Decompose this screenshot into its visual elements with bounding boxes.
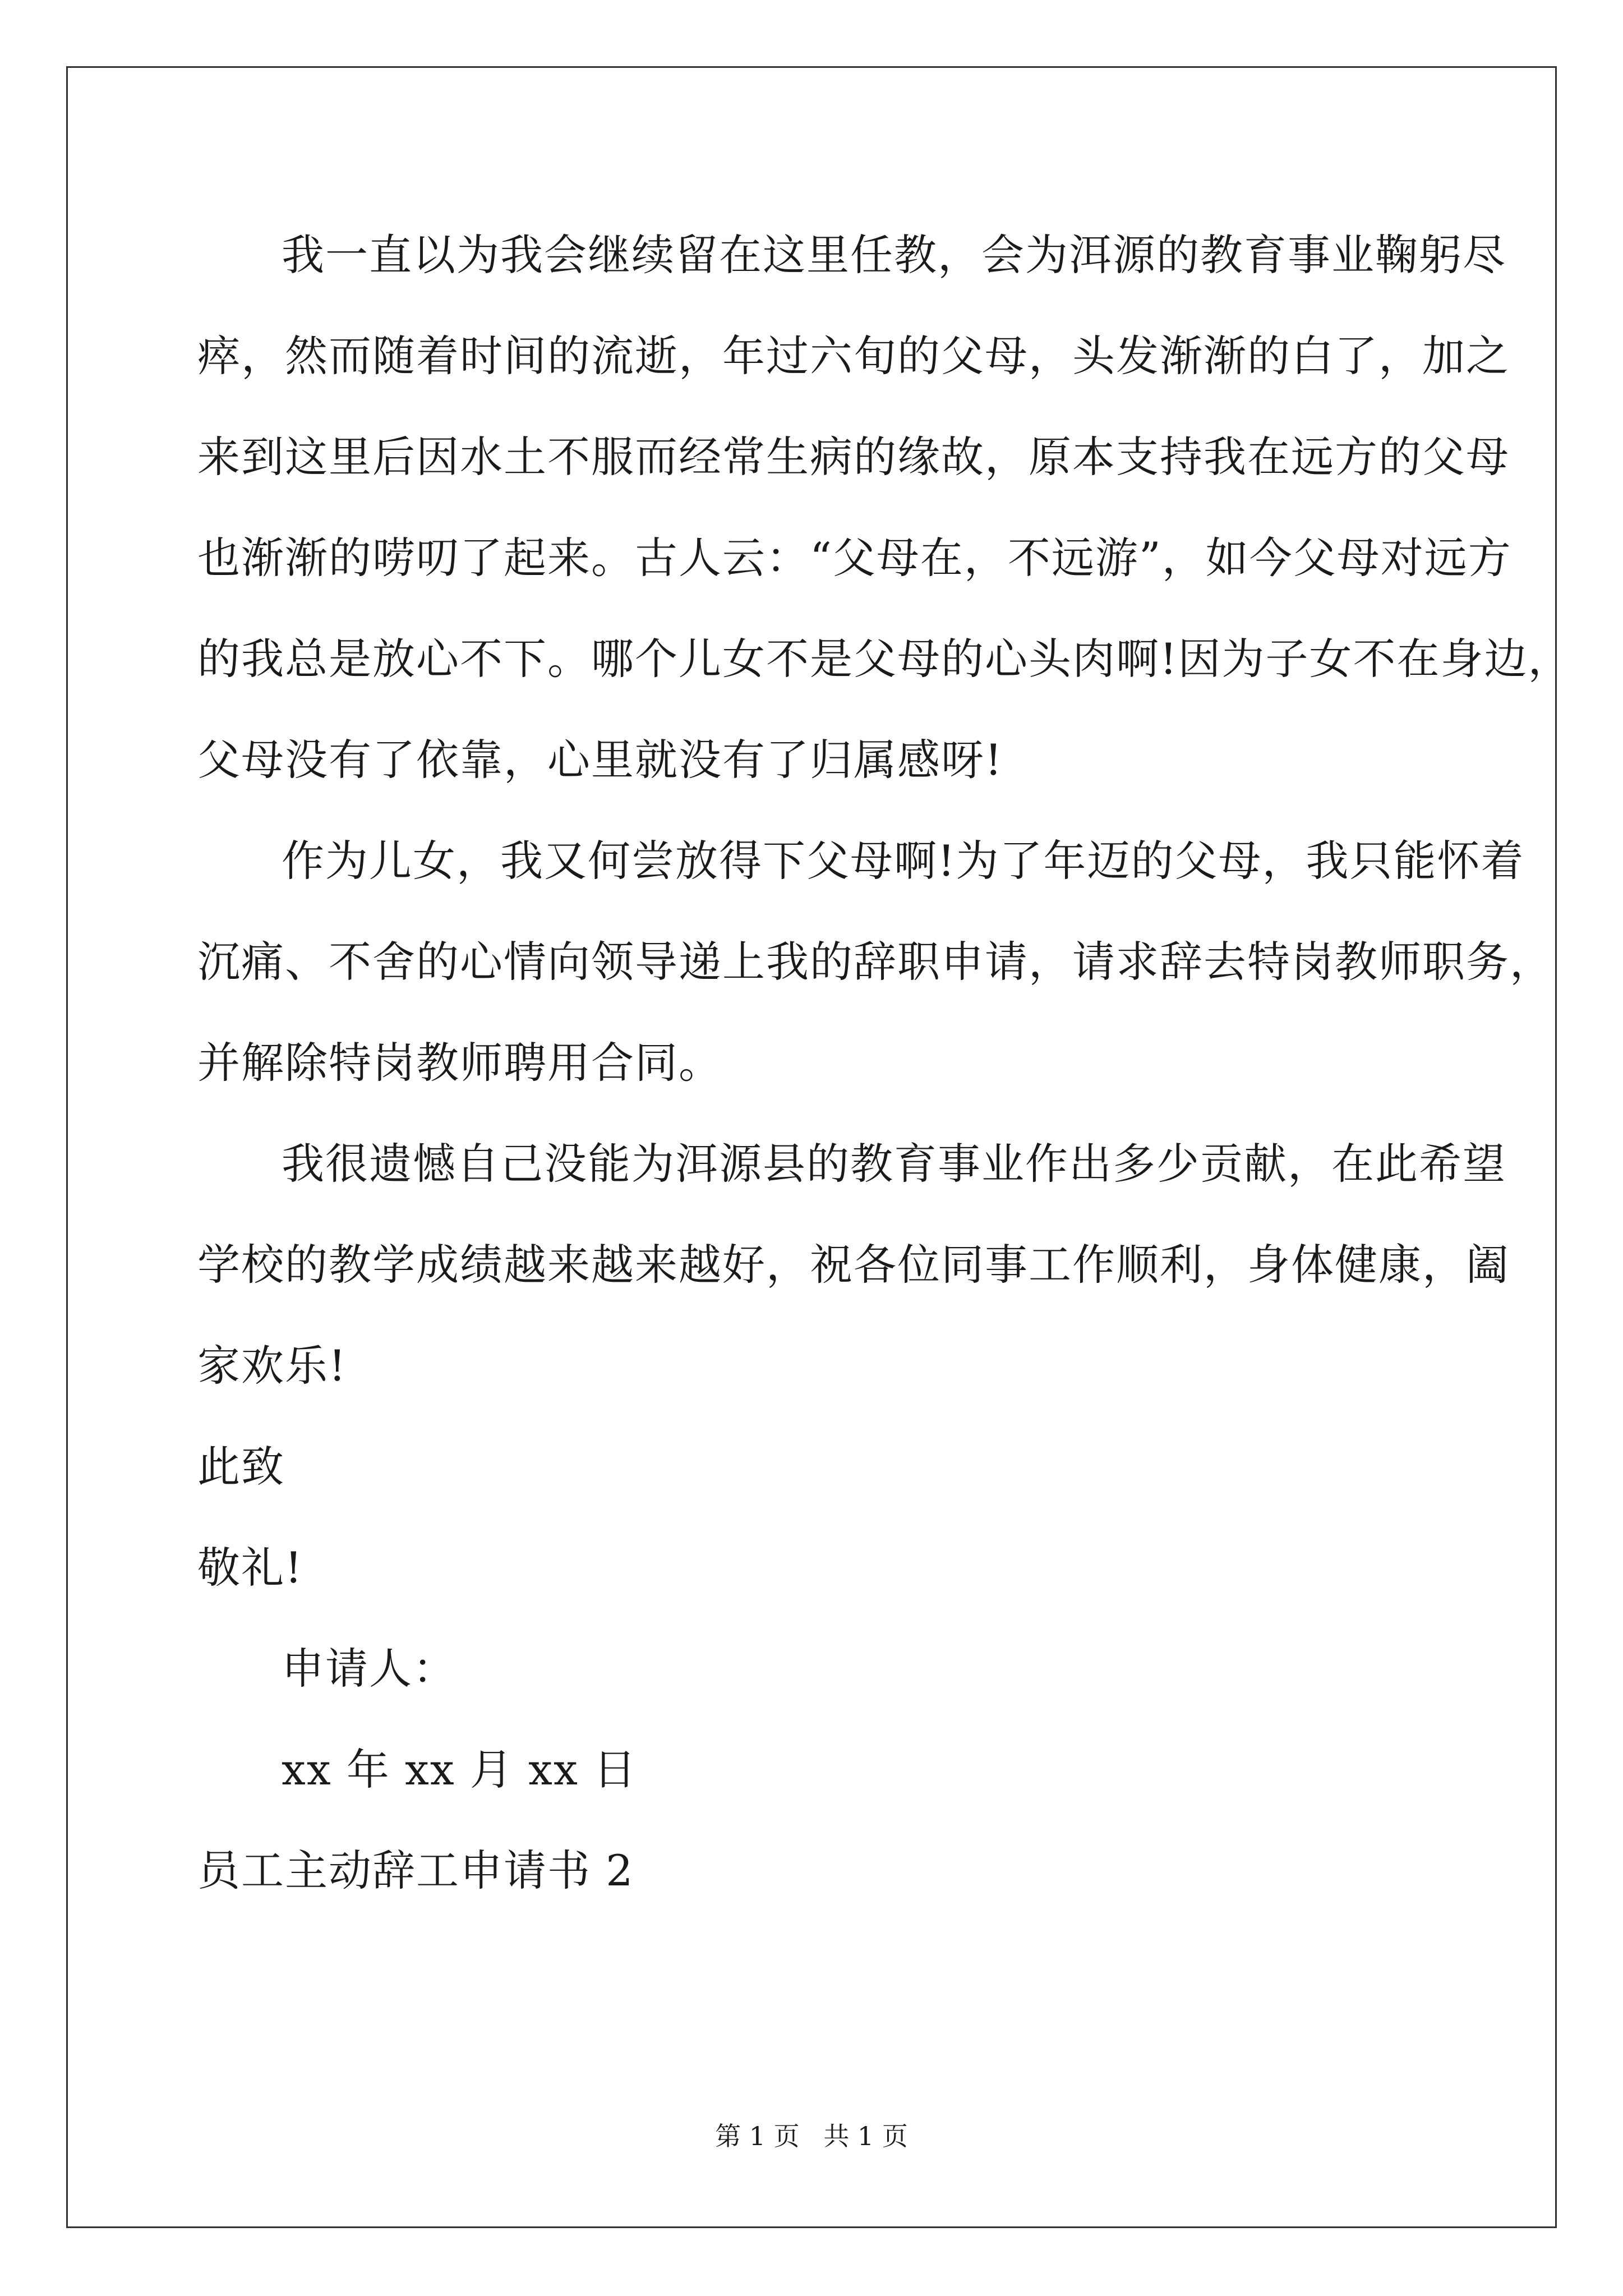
paragraph-line: 我一直以为我会继续留在这里任教，会为洱源的教育事业鞠躬尽 [282,230,1506,280]
salutation-line: 敬礼! [197,1543,303,1593]
paragraph-line: 也渐渐的唠叨了起来。古人云：“父母在，不远游”，如今父母对远方 [197,533,1512,583]
page-number: 第 1 页 [715,2121,800,2151]
paragraph-line: 沉痛、不舍的心情向领导递上我的辞职申请，请求辞去特岗教师职务， [197,937,1553,987]
paragraph-line: 父母没有了依靠，心里就没有了归属感呀! [197,735,1003,785]
applicant-label: 申请人： [282,1644,457,1694]
paragraph-line: 的我总是放心不下。哪个儿女不是父母的心头肉啊!因为子女不在身边， [197,634,1572,684]
salutation-line: 此致 [197,1442,285,1492]
page-footer [0,2120,1623,2152]
paragraph-line: 作为儿女，我又何尝放得下父母啊!为了年迈的父母，我只能怀着 [282,836,1525,886]
page-total: 共 1 页 [823,2121,908,2151]
paragraph-line: 家欢乐! [197,1341,347,1391]
paragraph-line: 来到这里后因水土不服而经常生病的缘故，原本支持我在远方的父母 [197,432,1510,482]
paragraph-line: 学校的教学成绩越来越来越好，祝各位同事工作顺利，身体健康，阖 [197,1240,1510,1290]
paragraph-line: 我很遗憾自己没能为洱源县的教育事业作出多少贡献，在此希望 [282,1139,1506,1189]
paragraph-line: 瘁，然而随着时间的流逝，年过六旬的父母，头发渐渐的白了，加之 [197,331,1510,381]
paragraph-line: 并解除特岗教师聘用合同。 [197,1038,722,1088]
section-title: 员工主动辞工申请书 2 [197,1846,634,1895]
date-line: xx 年 xx 月 xx 日 [282,1745,637,1795]
